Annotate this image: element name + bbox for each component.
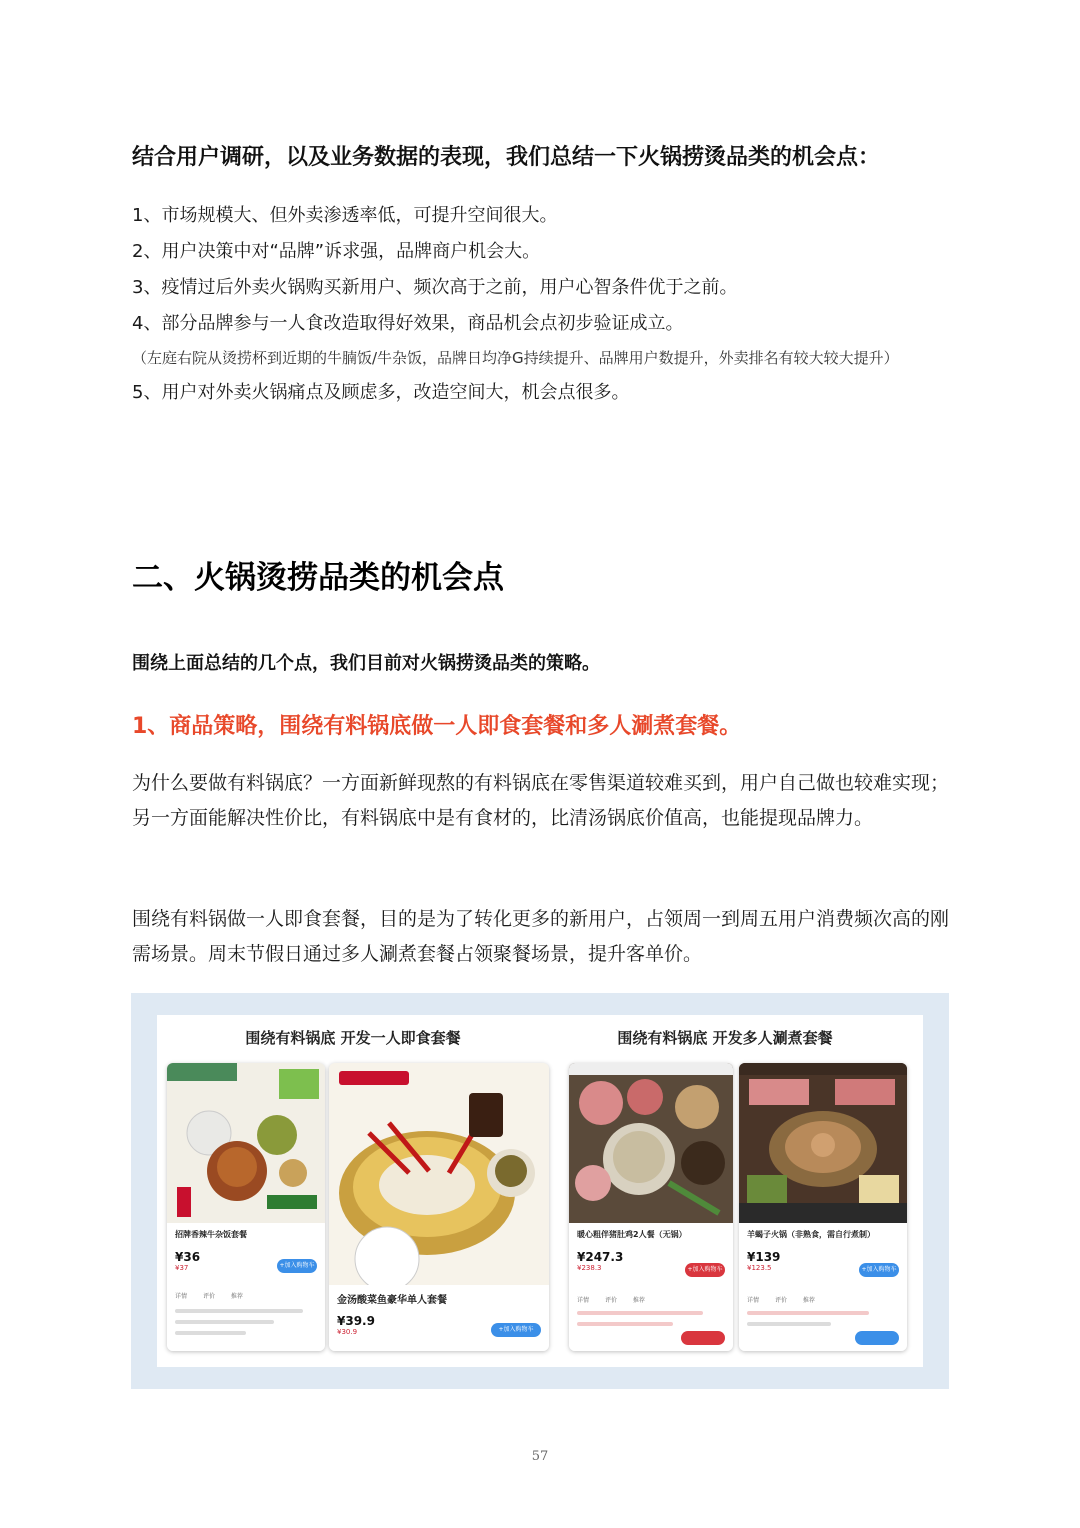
tab-detail[interactable]: 详情	[747, 1297, 760, 1304]
tab-review[interactable]: 评价	[604, 1297, 617, 1304]
paragraph: 为什么要做有料锅底？一方面新鲜现熬的有料锅底在零售渠道较难买到，用户自己做也较难实现；另一方面能解决性价比，有料锅底中是有食材的，比清汤锅底价值高，也能提现品牌力。	[132, 772, 950, 829]
product-old-price: ¥123.5	[747, 1264, 772, 1272]
list-item: 5、用户对外卖火锅痛点及顾虑多，改造空间大，机会点很多。	[132, 382, 630, 403]
product-name: 暖心粗伴猪肚鸡2人餐（无锅）	[577, 1230, 687, 1239]
tab-detail[interactable]: 详情	[577, 1297, 590, 1304]
product-name: 招牌香辣牛杂饭套餐	[175, 1230, 247, 1239]
product-price: ¥39.9	[337, 1314, 375, 1328]
list-item: 3、疫情过后外卖火锅购买新用户、频次高于之前，用户心智条件优于之前。	[132, 277, 738, 298]
tab-recommend[interactable]: 推荐	[802, 1297, 815, 1304]
opportunity-list	[132, 198, 962, 411]
checkout-button[interactable]	[681, 1331, 725, 1345]
tab-detail[interactable]: 详情	[175, 1293, 188, 1300]
tab-recommend[interactable]: 推荐	[230, 1293, 243, 1300]
figure-panel	[157, 1015, 923, 1367]
product-name: 羊蝎子火锅（非熟食，需自行煮制）	[747, 1230, 875, 1239]
section-title: 二、火锅烫捞品类的机会点	[132, 560, 504, 596]
tab-review[interactable]: 评价	[774, 1297, 787, 1304]
product-card	[167, 1223, 325, 1351]
detail-text	[175, 1309, 317, 1342]
summary-heading: 结合用户调研，以及业务数据的表现，我们总结一下火锅捞烫品类的机会点：	[132, 145, 881, 170]
product-price: ¥139	[747, 1250, 781, 1264]
product-old-price: ¥37	[175, 1264, 189, 1272]
add-to-cart-button[interactable]: +加入购物车	[685, 1263, 725, 1277]
detail-tabs	[175, 1291, 257, 1300]
paragraph: 围绕有料锅做一人即食套餐，目的是为了转化更多的新用户，占领周一到周五用户消费频次高的刚需场景。周末节假日通过多人涮煮套餐占领聚餐场景，提升客单价。	[132, 908, 950, 965]
phone-screenshot	[329, 1063, 549, 1351]
product-name: 金汤酸菜鱼豪华单人套餐	[337, 1295, 447, 1306]
strategy-intro: 围绕上面总结的几个点，我们目前对火锅捞烫品类的策略。	[132, 653, 600, 674]
detail-tabs	[747, 1295, 829, 1304]
product-price: ¥36	[175, 1250, 201, 1264]
list-item: 4、部分品牌参与一人食改造取得好效果，商品机会点初步验证成立。	[132, 313, 684, 334]
detail-tabs	[577, 1295, 659, 1304]
add-to-cart-button[interactable]: +加入购物车	[277, 1259, 317, 1273]
tab-recommend[interactable]: 推荐	[632, 1297, 645, 1304]
add-to-cart-button[interactable]: +加入购物车	[491, 1323, 541, 1337]
product-price: ¥247.3	[577, 1250, 624, 1264]
figure-title-single: 围绕有料锅底 开发一人即食套餐	[245, 1029, 461, 1047]
food-photo	[739, 1063, 907, 1223]
food-photo	[329, 1063, 549, 1285]
product-card	[739, 1223, 907, 1351]
product-old-price: ¥30.9	[337, 1328, 358, 1336]
detail-text	[747, 1311, 899, 1333]
add-to-cart-button[interactable]: +加入购物车	[859, 1263, 899, 1277]
checkout-button[interactable]	[855, 1331, 899, 1345]
subsection-title: 1、商品策略，围绕有料锅底做一人即食套餐和多人涮煮套餐。	[132, 714, 742, 739]
list-item: 2、用户决策中对“品牌”诉求强，品牌商户机会大。	[132, 241, 541, 262]
figure-image	[131, 993, 949, 1389]
product-card	[329, 1285, 549, 1351]
product-old-price: ¥238.3	[577, 1264, 602, 1272]
product-card	[569, 1223, 733, 1351]
list-item: 1、市场规模大、但外卖渗透率低，可提升空间很大。	[132, 205, 558, 226]
food-photo	[167, 1063, 325, 1223]
food-photo	[569, 1063, 733, 1223]
phone-screenshot	[167, 1063, 325, 1351]
detail-text	[577, 1311, 725, 1333]
phone-screenshot	[739, 1063, 907, 1351]
tab-review[interactable]: 评价	[202, 1293, 215, 1300]
page-number: 57	[531, 1449, 549, 1464]
phone-screenshot	[569, 1063, 733, 1351]
figure-title-group: 围绕有料锅底 开发多人涮煮套餐	[617, 1029, 833, 1047]
list-note: （左庭右院从烫捞杯到近期的牛腩饭/牛杂饭，品牌日均净G持续提升、品牌用户数提升，外卖排名有较大较大提升）	[132, 349, 899, 367]
